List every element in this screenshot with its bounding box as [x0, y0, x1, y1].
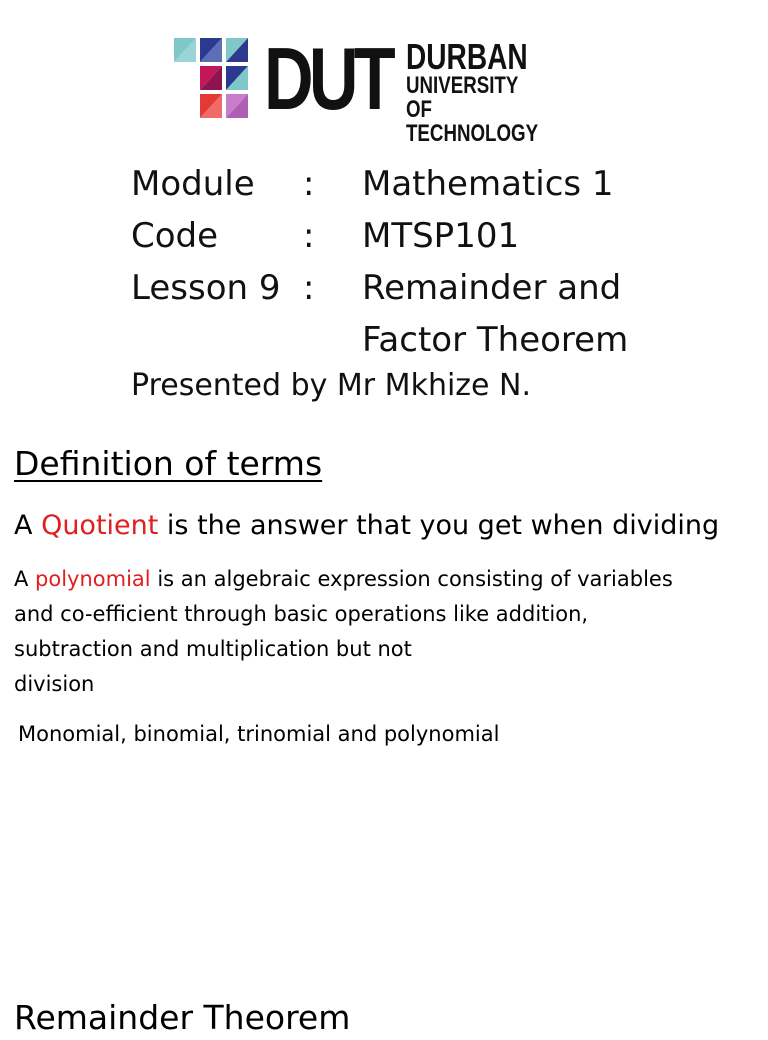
polynomial-line-4: division	[14, 672, 95, 696]
quotient-term: Quotient	[41, 510, 159, 541]
code-value: MTSP101	[362, 216, 520, 256]
dut-logo	[172, 29, 542, 147]
lesson-value-line-2: Factor Theorem	[362, 320, 629, 360]
logo-wordmark	[406, 36, 539, 147]
polynomial-line-1	[14, 562, 754, 597]
module-value: Mathematics 1	[362, 164, 614, 204]
polynomial-line-3: subtraction and multiplication but not	[14, 637, 412, 661]
polynomial-definition	[14, 562, 754, 702]
polynomial-line-2: and co-efficient through basic operations like addition,	[14, 602, 589, 626]
dut-logo-mark-icon	[172, 36, 262, 122]
logo-word-durban: DURBAN	[406, 36, 528, 77]
polynomial-rest: is an algebraic expression consisting of variables	[150, 567, 673, 591]
polynomial-prefix: A	[14, 567, 36, 591]
polynomial-term: polynomial	[35, 567, 151, 591]
module-colon: :	[303, 164, 315, 204]
logo-word-university: UNIVERSITY OF	[406, 72, 519, 123]
quotient-rest: is the answer that you get when dividing	[158, 510, 720, 541]
code-label: Code	[131, 216, 219, 256]
next-section-heading: Remainder Theorem	[14, 998, 351, 1037]
quotient-prefix: A	[14, 510, 42, 541]
lesson-colon: :	[303, 268, 315, 308]
lesson-label: Lesson 9	[131, 268, 281, 308]
section-heading: Definition of terms	[14, 444, 323, 483]
logo-word-technology: TECHNOLOGY	[406, 120, 539, 147]
polynomial-types: Monomial, binomial, trinomial and polynomial	[18, 722, 500, 746]
logo-abbreviation: DUT	[264, 29, 392, 128]
code-colon: :	[303, 216, 315, 256]
module-label: Module	[131, 164, 255, 204]
presenter-line: Presented by Mr Mkhize N.	[131, 368, 532, 403]
quotient-definition	[14, 506, 719, 546]
lesson-value-line-1: Remainder and	[362, 268, 622, 308]
